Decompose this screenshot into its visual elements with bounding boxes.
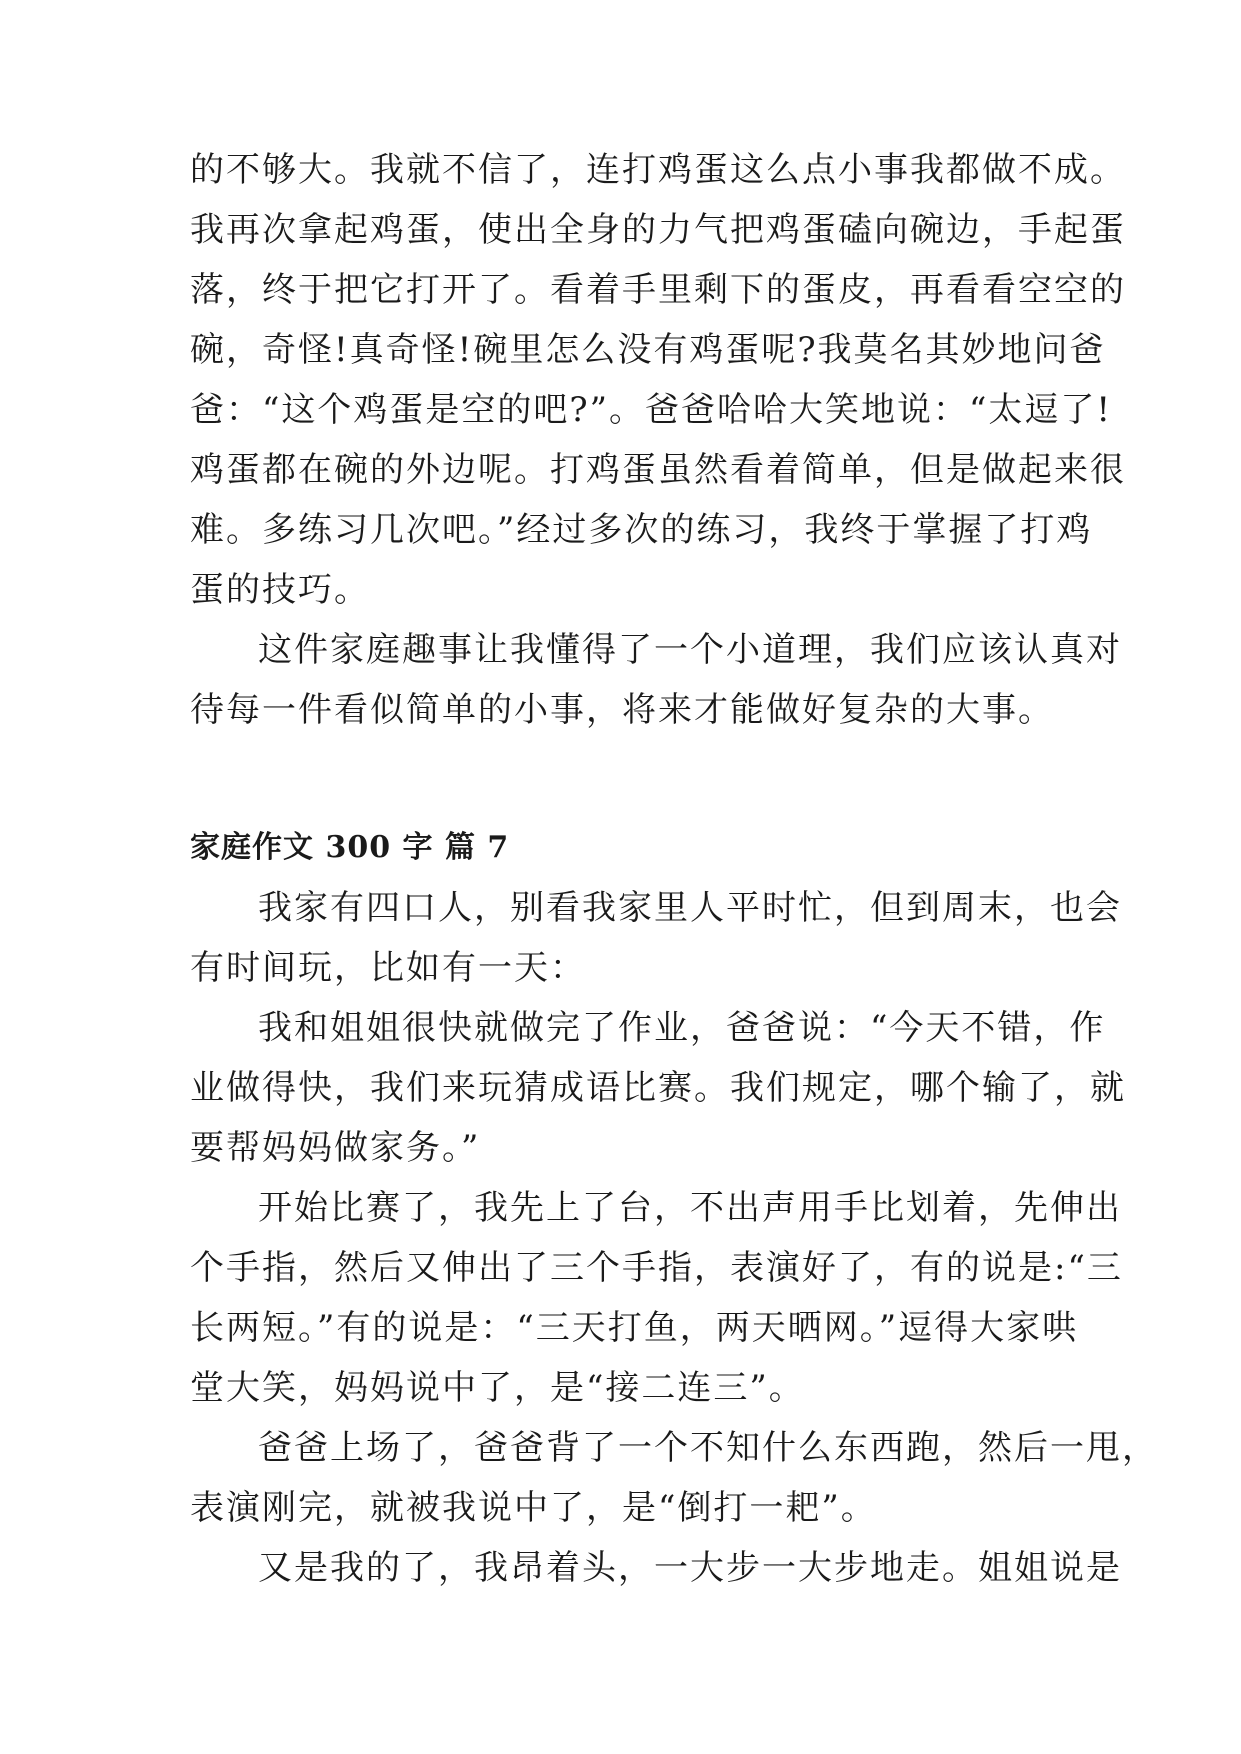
section-gap [190, 740, 1050, 818]
paragraph [190, 998, 1126, 1178]
text-line: 长两短。”有的说是：“三天打鱼，两天晒网。”逗得大家哄 [190, 1308, 1079, 1348]
text-line: 表演刚完，就被我说中了，是“倒打一耙”。 [190, 1488, 877, 1528]
text-line: 爸爸上场了，爸爸背了一个不知什么东西跑，然后一甩， [258, 1428, 1158, 1468]
document-page [190, 140, 1158, 1598]
text-line: 有时间玩，比如有一天： [190, 948, 586, 988]
text-line: 碗，奇怪!真奇怪!碗里怎么没有鸡蛋呢?我莫名其妙地问爸 [190, 330, 1106, 370]
section-heading: 家庭作文 300 字 篇 7 [190, 830, 510, 865]
text-line: 我和姐姐很快就做完了作业，爸爸说：“今天不错，作 [258, 1008, 1106, 1048]
text-line: 难。多练习几次吧。”经过多次的练习，我终于掌握了打鸡 [190, 510, 1093, 550]
text-line: 落，终于把它打开了。看着手里剩下的蛋皮，再看看空空的 [190, 270, 1126, 310]
text-line: 蛋的技巧。 [190, 570, 370, 610]
text-line: 爸：“这个鸡蛋是空的吧?”。爸爸哈哈大笑地说：“太逗了! [190, 390, 1113, 430]
paragraph [190, 1418, 1158, 1538]
text-line: 我再次拿起鸡蛋，使出全身的力气把鸡蛋磕向碗边，手起蛋 [190, 210, 1126, 250]
paragraph [190, 1178, 1123, 1418]
text-line: 业做得快，我们来玩猜成语比赛。我们规定，哪个输了，就 [190, 1068, 1126, 1108]
paragraph-continued [190, 140, 1126, 620]
text-line: 待每一件看似简单的小事，将来才能做好复杂的大事。 [190, 690, 1054, 730]
paragraph [190, 878, 1122, 998]
text-line: 又是我的了，我昂着头，一大步一大步地走。姐姐说是 [258, 1548, 1122, 1588]
text-line: 我家有四口人，别看我家里人平时忙，但到周末，也会 [258, 888, 1122, 928]
text-line: 要帮妈妈做家务。” [190, 1128, 481, 1168]
text-line: 的不够大。我就不信了，连打鸡蛋这么点小事我都做不成。 [190, 150, 1126, 190]
paragraph [190, 620, 1122, 740]
text-line: 开始比赛了，我先上了台，不出声用手比划着，先伸出 [258, 1188, 1122, 1228]
text-line: 个手指，然后又伸出了三个手指，表演好了，有的说是:“三 [190, 1248, 1123, 1288]
text-line: 鸡蛋都在碗的外边呢。打鸡蛋虽然看着简单，但是做起来很 [190, 450, 1126, 490]
text-line: 这件家庭趣事让我懂得了一个小道理，我们应该认真对 [258, 630, 1122, 670]
paragraph [190, 1538, 1122, 1598]
text-line: 堂大笑，妈妈说中了，是“接二连三”。 [190, 1368, 805, 1408]
